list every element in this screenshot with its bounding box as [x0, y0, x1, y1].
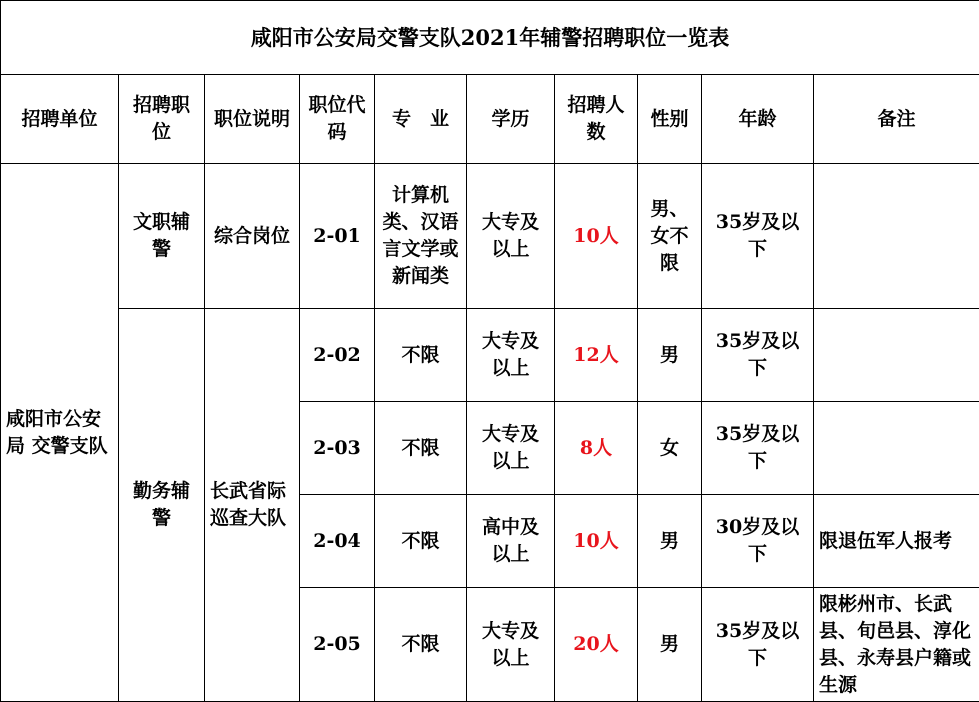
code-cell: 2-03	[300, 402, 375, 495]
count-cell: 20人	[555, 588, 638, 702]
education-cell: 大专及以上	[467, 309, 555, 402]
remark-cell	[814, 309, 979, 402]
age-cell: 30岁及以下	[702, 495, 814, 588]
gender-cell: 男	[638, 309, 702, 402]
major-cell: 不限	[375, 588, 467, 702]
table-row	[1, 164, 979, 309]
header-position: 招聘职位	[119, 75, 205, 164]
header-code: 职位代码	[300, 75, 375, 164]
header-description: 职位说明	[205, 75, 300, 164]
education-cell: 大专及以上	[467, 402, 555, 495]
header-age: 年龄	[702, 75, 814, 164]
header-row	[1, 75, 979, 164]
description-cell: 长武省际巡查大队	[205, 309, 300, 702]
gender-cell: 男	[638, 495, 702, 588]
count-cell: 8人	[555, 402, 638, 495]
education-cell: 大专及以上	[467, 588, 555, 702]
unit-cell: 咸阳市公安局 交警支队	[1, 164, 119, 702]
code-cell: 2-01	[300, 164, 375, 309]
description-cell: 综合岗位	[205, 164, 300, 309]
count-cell: 12人	[555, 309, 638, 402]
remark-cell: 限彬州市、长武县、旬邑县、淳化县、永寿县户籍或生源	[814, 588, 979, 702]
gender-cell: 女	[638, 402, 702, 495]
remark-cell: 限退伍军人报考	[814, 495, 979, 588]
code-cell: 2-05	[300, 588, 375, 702]
remark-cell	[814, 402, 979, 495]
education-cell: 大专及以上	[467, 164, 555, 309]
major-cell: 不限	[375, 309, 467, 402]
header-unit: 招聘单位	[1, 75, 119, 164]
code-cell: 2-02	[300, 309, 375, 402]
age-cell: 35岁及以下	[702, 164, 814, 309]
age-cell: 35岁及以下	[702, 402, 814, 495]
position-cell: 勤务辅警	[119, 309, 205, 702]
major-cell: 计算机类、汉语言文学或新闻类	[375, 164, 467, 309]
gender-cell: 男	[638, 588, 702, 702]
age-cell: 35岁及以下	[702, 309, 814, 402]
code-cell: 2-04	[300, 495, 375, 588]
header-remark: 备注	[814, 75, 979, 164]
major-cell: 不限	[375, 402, 467, 495]
header-major: 专 业	[375, 75, 467, 164]
education-cell: 高中及以上	[467, 495, 555, 588]
header-education: 学历	[467, 75, 555, 164]
header-gender: 性别	[638, 75, 702, 164]
table-title: 咸阳市公安局交警支队2021年辅警招聘职位一览表	[1, 1, 979, 75]
major-cell: 不限	[375, 495, 467, 588]
age-cell: 35岁及以下	[702, 588, 814, 702]
gender-cell: 男、女不限	[638, 164, 702, 309]
count-cell: 10人	[555, 164, 638, 309]
table-row	[1, 309, 979, 402]
header-count: 招聘人数	[555, 75, 638, 164]
count-cell: 10人	[555, 495, 638, 588]
remark-cell	[814, 164, 979, 309]
position-cell: 文职辅警	[119, 164, 205, 309]
